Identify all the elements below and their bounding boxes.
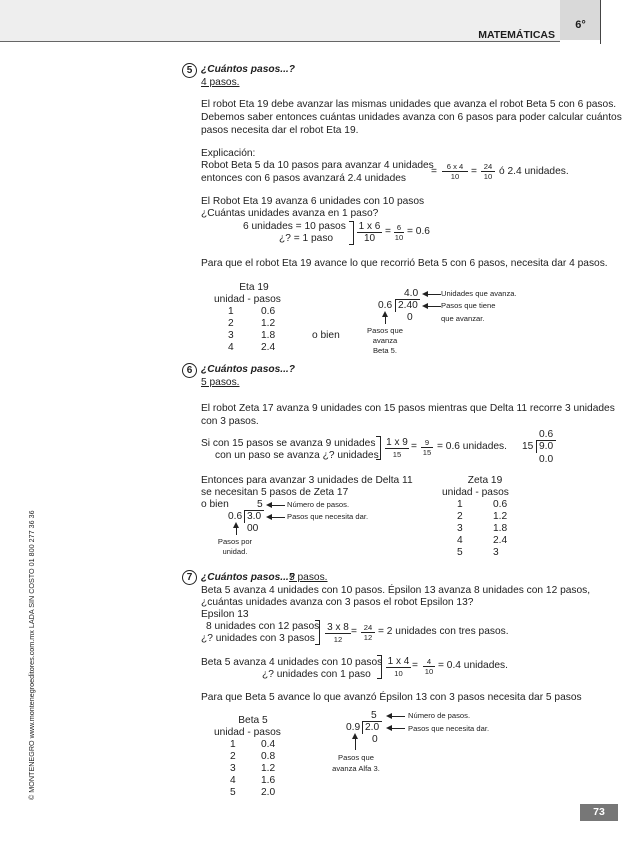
q7-division-bar bbox=[362, 721, 382, 722]
denominator: 12 bbox=[333, 635, 343, 644]
table-row bbox=[230, 739, 275, 751]
table-row bbox=[228, 330, 275, 342]
q7-table-title: Beta 5 bbox=[238, 715, 268, 726]
q6-division-divisor: 15 bbox=[522, 441, 534, 452]
numerator: 6 bbox=[394, 223, 404, 233]
table-cell: 0.6 bbox=[493, 499, 508, 510]
arrow-line bbox=[392, 728, 405, 729]
q6-label-per-unit-line2: unidad. bbox=[222, 547, 248, 556]
q7-label-alfa-line1: Pasos que bbox=[338, 753, 374, 762]
arrow-up-icon bbox=[352, 733, 358, 739]
table-row bbox=[457, 535, 507, 547]
q7-epsilon-line2: ¿? unidades con 3 pasos bbox=[201, 633, 315, 644]
q5-label-beta-line3: Beta 5. bbox=[372, 346, 398, 355]
table-cell: 2.0 bbox=[261, 787, 276, 798]
numerator: 3 x 8 bbox=[325, 622, 351, 634]
q6-table bbox=[457, 499, 507, 559]
q6-question: ¿Cuántos pasos...? bbox=[201, 364, 295, 375]
arrow-line bbox=[272, 505, 285, 506]
q6-d2-divisor: 0.6 bbox=[228, 511, 243, 522]
q6-d2-quotient: 5 bbox=[257, 499, 263, 510]
q6-or-label: o bien bbox=[201, 499, 229, 510]
arrow-line bbox=[385, 316, 386, 324]
q7-division-dividend: 2.0 bbox=[365, 722, 380, 733]
side-credit: © MONTENEGRO www.montenegroeditores.com.mx LADA SIN COSTO 01 800 277 36 36 bbox=[27, 510, 36, 800]
q7-division-divisor: 0.9 bbox=[346, 722, 361, 733]
table-cell: 2 bbox=[457, 511, 463, 522]
numerator: 4 bbox=[423, 657, 435, 667]
q6-fraction-1x9-over-15 bbox=[385, 437, 409, 460]
numerator: 24 bbox=[361, 623, 375, 633]
q7-label-alfa-line2: avanza Alfa 3. bbox=[332, 764, 380, 773]
page-number: 73 bbox=[580, 804, 618, 821]
table-cell: 5 bbox=[230, 787, 236, 798]
arrow-left-icon bbox=[266, 502, 272, 508]
q5-answer: 4 pasos. bbox=[201, 77, 240, 88]
q7-table-header: unidad - pasos bbox=[214, 727, 281, 738]
table-cell: 2.4 bbox=[493, 535, 508, 546]
arrow-left-icon bbox=[266, 514, 272, 520]
q7-equals-1: = bbox=[351, 626, 357, 637]
table-cell: 1 bbox=[457, 499, 463, 510]
arrow-line bbox=[355, 738, 356, 750]
q6-d2-bar bbox=[244, 510, 264, 511]
arrow-left-icon bbox=[422, 303, 428, 309]
table-cell: 2.4 bbox=[261, 342, 276, 353]
q7-paragraph-line2: ¿cuántas unidades avanza con 3 pasos el robot Epsilon 13? bbox=[201, 597, 474, 608]
q5-division-bar bbox=[395, 299, 420, 300]
arrow-line bbox=[428, 306, 441, 307]
q5-label-beta-line1: Pasos que bbox=[367, 326, 403, 335]
q7-paragraph-line3: Epsilon 13 bbox=[201, 609, 249, 620]
table-row bbox=[230, 775, 275, 787]
q7-beta-line1: Beta 5 avanza 4 unidades con 10 pasos bbox=[201, 657, 383, 668]
q6-label-per-unit-line1: Pasos por bbox=[217, 537, 253, 546]
table-cell: 3 bbox=[228, 330, 234, 341]
table-cell: 1.2 bbox=[261, 318, 276, 329]
table-row bbox=[230, 751, 275, 763]
table-row bbox=[457, 499, 507, 511]
q6-d2-bracket bbox=[244, 510, 245, 523]
table-cell: 4 bbox=[228, 342, 234, 353]
table-row bbox=[228, 318, 275, 330]
q5-f1-result: ó 2.4 unidades. bbox=[499, 166, 569, 177]
q6-division-rest: 0.0 bbox=[539, 454, 554, 465]
question-number-6: 6 bbox=[182, 363, 197, 378]
table-cell: 5 bbox=[457, 547, 463, 558]
arrow-line bbox=[392, 716, 405, 717]
q7-bracket-1 bbox=[315, 620, 320, 645]
q7-division-quotient: 5 bbox=[371, 710, 377, 721]
q5-fraction-1x6-over-10 bbox=[357, 221, 382, 244]
q5-eta-line1: El Robot Eta 19 avanza 6 unidades con 10 pasos bbox=[201, 196, 425, 207]
q6-fraction-9-over-15 bbox=[421, 438, 433, 457]
q5-conclusion: Para que el robot Eta 19 avance lo que recorrió Beta 5 con 6 pasos, necesita dar 4 pasos. bbox=[201, 258, 608, 269]
q6-division-bar bbox=[536, 440, 556, 441]
q6-paragraph-line1: El robot Zeta 17 avanza 9 unidades con 15 pasos mientras que Delta 11 recorre 3 unidades bbox=[201, 403, 615, 414]
q7-fraction-4-over-10 bbox=[423, 657, 435, 676]
q5-paragraph-line1: El robot Eta 19 debe avanzar las mismas unidades que avanza el robot Beta 5 con 6 pasos. bbox=[201, 99, 617, 110]
table-cell: 1 bbox=[228, 306, 234, 317]
q5-f1-equals: = bbox=[431, 166, 437, 177]
q6-step-line2: con un paso se avanza ¿? unidades bbox=[215, 450, 379, 461]
table-cell: 1.2 bbox=[261, 763, 276, 774]
q5-table bbox=[228, 306, 275, 354]
q6-label-steps-needed: Pasos que necesita dar. bbox=[287, 512, 369, 521]
q5-bracket bbox=[349, 221, 354, 245]
table-cell: 1.6 bbox=[261, 775, 276, 786]
denominator: 10 bbox=[394, 669, 403, 678]
q5-paragraph-line2: Debemos saber entonces cuántas unidades avanza con 6 pasos para poder calcular cuántos bbox=[201, 112, 622, 123]
table-cell: 3 bbox=[457, 523, 463, 534]
table-cell: 3 bbox=[493, 547, 499, 558]
q5-table-title: Eta 19 bbox=[239, 282, 269, 293]
table-cell: 0.8 bbox=[261, 751, 276, 762]
table-row bbox=[230, 787, 275, 799]
denominator: 10 bbox=[483, 172, 493, 181]
q5-f1-equals2: = bbox=[471, 166, 477, 177]
q5-explanation-line2: entonces con 6 pasos avanzará 2.4 unidades bbox=[201, 173, 407, 184]
q7-epsilon-line1: 8 unidades con 12 pasos bbox=[206, 621, 320, 632]
q7-fraction-1x4-over-10 bbox=[386, 656, 411, 679]
arrow-left-icon bbox=[386, 725, 392, 731]
q6-answer: 5 pasos. bbox=[201, 377, 240, 388]
q5-eta-line4: ¿? = 1 paso bbox=[279, 233, 334, 244]
q6-d2-rest: 00 bbox=[247, 523, 259, 534]
q5-table-header: unidad - pasos bbox=[214, 294, 281, 305]
q5-f2-equals: = bbox=[385, 226, 391, 237]
question-number-5: 5 bbox=[182, 63, 197, 78]
q6-table-header: unidad - pasos bbox=[442, 487, 509, 498]
numerator: 1 x 6 bbox=[358, 221, 381, 232]
table-row bbox=[228, 306, 275, 318]
q6-table-title: Zeta 19 bbox=[467, 475, 503, 486]
q5-fraction-24-over-10 bbox=[481, 162, 495, 181]
denominator: 10 bbox=[363, 233, 376, 244]
table-cell: 1 bbox=[230, 739, 236, 750]
q6-division-bracket bbox=[536, 440, 537, 453]
q7-label-steps-needed: Pasos que necesita dar. bbox=[408, 724, 490, 733]
table-row bbox=[457, 523, 507, 535]
arrow-up-icon bbox=[382, 311, 388, 317]
q6-paragraph-line2: con 3 pasos. bbox=[201, 416, 259, 427]
q5-explanation-title: Explicación: bbox=[201, 148, 256, 159]
q7-conclusion: Para que Beta 5 avance lo que avanzó Épsilon 13 con 3 pasos necesita dar 5 pasos bbox=[201, 692, 582, 703]
numerator: 1 x 9 bbox=[386, 437, 408, 448]
denominator: 10 bbox=[450, 172, 460, 181]
q5-division-dividend: 2.40 bbox=[398, 300, 418, 311]
table-cell: 2 bbox=[228, 318, 234, 329]
q7-division-rest: 0 bbox=[372, 734, 378, 745]
table-cell: 1.8 bbox=[493, 523, 508, 534]
q5-fraction-6-over-10 bbox=[394, 223, 404, 242]
q7-fraction-3x8-over-12 bbox=[325, 622, 351, 645]
q7-equals-2: = bbox=[412, 660, 418, 671]
q7-result-1: = 2 unidades con tres pasos. bbox=[378, 626, 509, 637]
table-row bbox=[230, 763, 275, 775]
denominator: 15 bbox=[422, 448, 432, 457]
q5-f2-result: = 0.6 bbox=[407, 226, 430, 237]
table-cell: 0.4 bbox=[261, 739, 276, 750]
q7-bracket-2 bbox=[377, 655, 382, 679]
q5-label-steps-line1: Pasos que tiene bbox=[441, 301, 496, 310]
question-number-7: 7 bbox=[182, 570, 197, 585]
q5-division-rest: 0 bbox=[407, 312, 413, 323]
q6-equals: = bbox=[411, 441, 417, 452]
table-cell: 1.2 bbox=[493, 511, 508, 522]
table-cell: 2 bbox=[230, 751, 236, 762]
q5-explanation-line1: Robot Beta 5 da 10 pasos para avanzar 4 unidades bbox=[201, 160, 434, 171]
q6-bracket bbox=[376, 436, 381, 460]
numerator: 9 bbox=[421, 438, 433, 448]
q5-paragraph-line3: pasos necesita dar el robot Eta 19. bbox=[201, 125, 359, 136]
q5-question: ¿Cuántos pasos...? bbox=[201, 64, 295, 75]
q5-label-units: Unidades que avanza. bbox=[441, 289, 517, 298]
numerator: 6 x 4 bbox=[442, 162, 468, 172]
table-cell: 0.6 bbox=[261, 306, 276, 317]
arrow-line bbox=[272, 517, 285, 518]
q6-division-dividend: 9.0 bbox=[539, 441, 554, 452]
q7-fraction-24-over-12 bbox=[361, 623, 375, 642]
q6-then-line2: se necesitan 5 pasos de Zeta 17 bbox=[201, 487, 349, 498]
q7-table bbox=[230, 739, 275, 799]
q6-step-line1: Si con 15 pasos se avanza 9 unidades bbox=[201, 438, 376, 449]
denominator: 15 bbox=[392, 450, 402, 459]
subject-title: MATEMÁTICAS bbox=[478, 29, 555, 41]
table-row bbox=[228, 342, 275, 354]
q5-division-quotient: 4.0 bbox=[404, 288, 419, 299]
q6-division-quotient: 0.6 bbox=[539, 429, 554, 440]
denominator: 10 bbox=[424, 667, 434, 676]
arrow-line bbox=[236, 527, 237, 535]
q5-division-bracket bbox=[395, 299, 396, 312]
denominator: 10 bbox=[394, 233, 404, 242]
table-row bbox=[457, 547, 507, 559]
arrow-left-icon bbox=[386, 713, 392, 719]
q5-eta-line3: 6 unidades = 10 pasos bbox=[243, 221, 346, 232]
q7-beta-line2: ¿? unidades con 1 paso bbox=[262, 669, 371, 680]
q5-label-steps-line2: que avanzar. bbox=[441, 314, 485, 323]
numerator: 24 bbox=[481, 162, 495, 172]
grade-label: 6° bbox=[575, 19, 586, 31]
numerator: 1 x 4 bbox=[387, 656, 410, 667]
q7-result-2: = 0.4 unidades. bbox=[438, 660, 508, 671]
q6-result: = 0.6 unidades. bbox=[437, 441, 507, 452]
q6-then-line1: Entonces para avanzar 3 unidades de Delta 11 bbox=[201, 475, 413, 486]
q7-question: ¿Cuántos pasos...? bbox=[201, 572, 295, 583]
arrow-left-icon bbox=[422, 291, 428, 297]
q6-label-number-of-steps: Número de pasos. bbox=[287, 500, 350, 509]
header-rule bbox=[0, 41, 560, 42]
q5-label-beta-line2: avanza bbox=[372, 336, 398, 345]
q7-label-number-of-steps: Número de pasos. bbox=[408, 711, 471, 720]
q6-d2-dividend: 3.0 bbox=[247, 511, 262, 522]
q5-division-divisor: 0.6 bbox=[378, 300, 393, 311]
table-cell: 4 bbox=[230, 775, 236, 786]
table-cell: 3 bbox=[230, 763, 236, 774]
q7-division-bracket bbox=[362, 721, 363, 734]
table-cell: 4 bbox=[457, 535, 463, 546]
q7-answer: 5 pasos. bbox=[289, 572, 328, 583]
q5-fraction-6x4-over-10 bbox=[442, 162, 468, 181]
arrow-line bbox=[428, 294, 441, 295]
table-cell: 1.8 bbox=[261, 330, 276, 341]
denominator: 12 bbox=[363, 633, 373, 642]
q7-paragraph-line1: Beta 5 avanza 4 unidades con 10 pasos. Épsilon 13 avanza 8 unidades con 12 pasos, bbox=[201, 585, 591, 596]
q5-eta-line2: ¿Cuántas unidades avanza en 1 paso? bbox=[201, 208, 379, 219]
arrow-up-icon bbox=[233, 522, 239, 528]
table-row bbox=[457, 511, 507, 523]
q5-or-label: o bien bbox=[312, 330, 340, 341]
